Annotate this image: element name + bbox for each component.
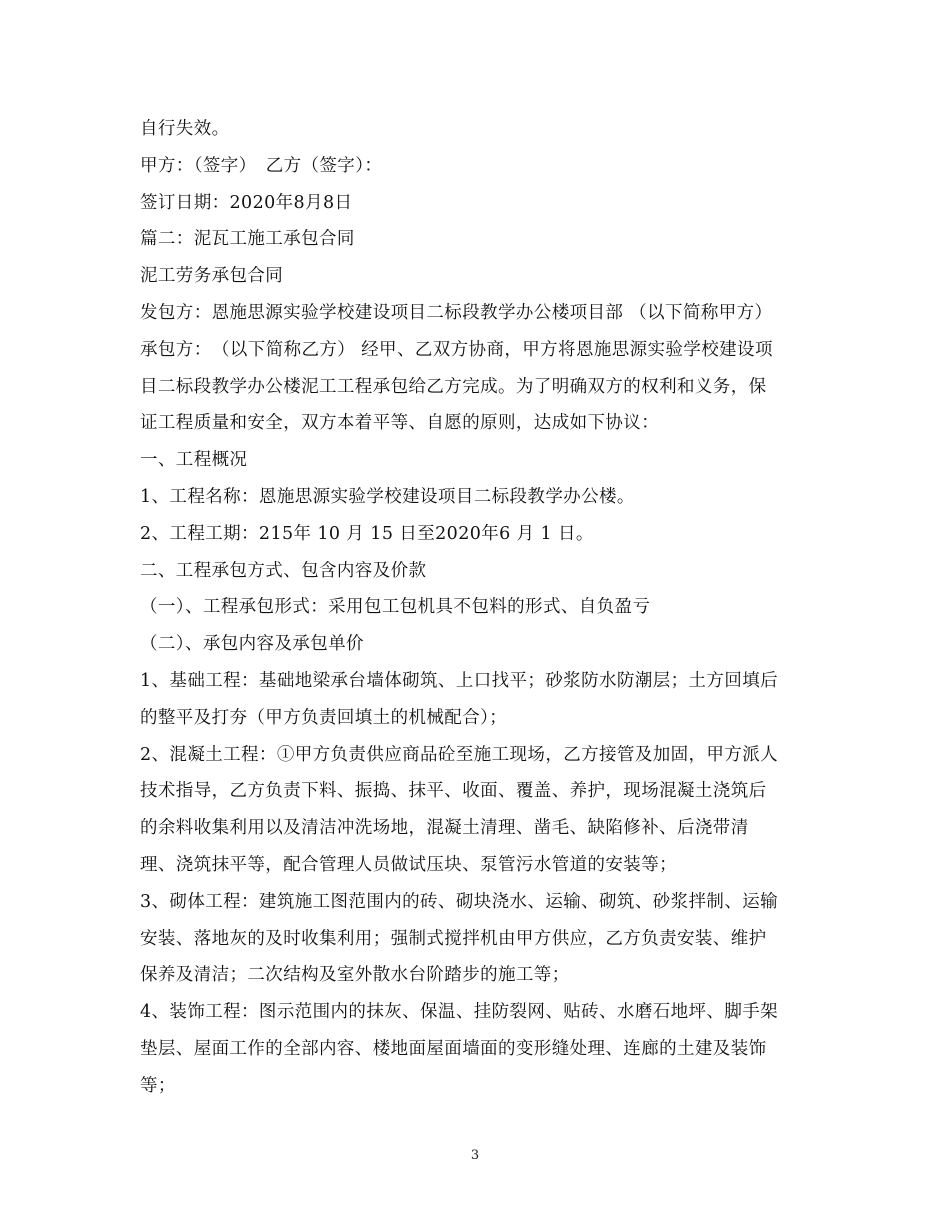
text-line: 篇二：泥瓦工施工承包合同 <box>140 229 355 250</box>
text-line: 泥工劳务承包合同 <box>140 266 284 287</box>
text-line: 3、砌体工程：建筑施工图范围内的砖、砌块浇水、运输、砌筑、砂浆拌制、运输 <box>140 891 779 912</box>
contract-text-body <box>140 111 815 1105</box>
text-line: 证工程质量和安全，双方本着平等、自愿的原则，达成如下协议： <box>140 413 660 434</box>
text-line: 发包方：恩施思源实验学校建设项目二标段教学办公楼项目部 （以下简称甲方） <box>140 302 773 323</box>
text-line: 签订日期：2020年8月8日 <box>140 192 353 213</box>
text-line: 2、混凝土工程：①甲方负责供应商品砼至施工现场，乙方接管及加固，甲方派人 <box>140 744 779 765</box>
text-line: 理、浇筑抹平等，配合管理人员做试压块、泵管污水管道的安装等； <box>140 854 677 875</box>
text-line: 一、工程概况 <box>140 450 248 471</box>
text-line: 目二标段教学办公楼泥工工程承包给乙方完成。为了明确双方的权利和义务，保 <box>140 376 767 397</box>
text-line: 技术指导，乙方负责下料、振捣、抹平、收面、覆盖、养护，现场混凝土浇筑后 <box>140 781 767 802</box>
text-line: 的余料收集利用以及清洁冲洗场地，混凝土清理、凿毛、缺陷修补、后浇带清 <box>140 818 749 839</box>
text-line: 垫层、屋面工作的全部内容、楼地面屋面墙面的变形缝处理、连廊的土建及装饰 <box>140 1038 767 1059</box>
text-line: （一）、工程承包形式：采用包工包机具不包料的形式、自负盈亏 <box>140 597 651 618</box>
text-line: 二、工程承包方式、包含内容及价款 <box>140 560 427 581</box>
text-line: （二）、承包内容及承包单价 <box>140 634 364 655</box>
text-line: 4、装饰工程：图示范围内的抹灰、保温、挂防裂网、贴砖、水磨石地坪、脚手架 <box>140 1002 779 1023</box>
text-line: 自行失效。 <box>140 119 230 139</box>
text-line: 承包方： （以下简称乙方） 经甲、乙双方协商，甲方将恩施思源实验学校建设项 <box>140 339 773 360</box>
text-line: 1、基础工程：基础地梁承台墙体砌筑、上口找平；砂浆防水防潮层；土方回填后 <box>140 670 779 691</box>
text-line: 2、工程工期：215年 10 月 15 日至2020年6 月 1 日。 <box>140 523 594 544</box>
text-line: 甲方：（签字） 乙方（签字）： <box>140 155 383 176</box>
text-line: 等； <box>140 1075 176 1096</box>
text-line: 保养及清洁；二次结构及室外散水台阶踏步的施工等； <box>140 965 570 986</box>
text-line: 安装、落地灰的及时收集利用；强制式搅拌机由甲方供应，乙方负责安装、维护 <box>140 928 767 949</box>
page-number: 3 <box>470 1148 480 1163</box>
text-line: 的整平及打夯（甲方负责回填土的机械配合）； <box>140 707 508 728</box>
text-line: 1、工程名称：恩施思源实验学校建设项目二标段教学办公楼。 <box>140 486 635 507</box>
